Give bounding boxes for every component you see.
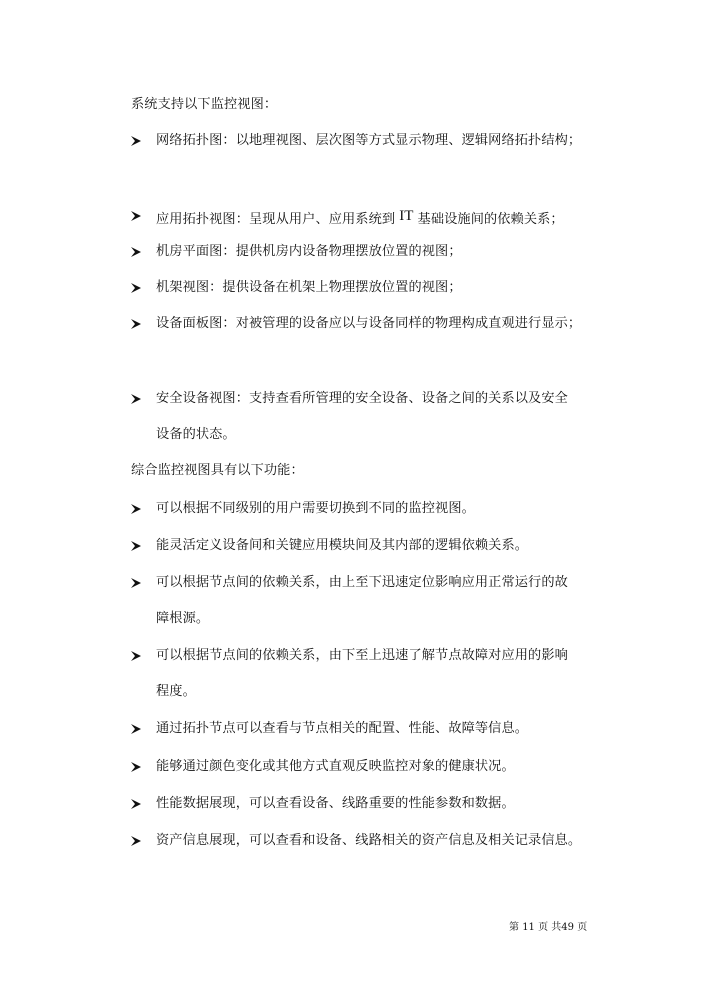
arrow-bullet-icon (130, 210, 142, 222)
list-item-continuation: 障根源。 (156, 611, 210, 626)
footer-label-page: 第 (509, 922, 519, 933)
arrow-bullet-icon (130, 835, 142, 847)
list-item-continuation: 程度。 (156, 684, 196, 699)
arrow-bullet-icon (130, 723, 142, 735)
footer-total-pages: 49 (561, 922, 575, 933)
arrow-bullet-icon (130, 761, 142, 773)
list-item: 能够通过颜色变化或其他方式直观反映监控对象的健康状况。 (156, 759, 515, 774)
list-item (156, 207, 564, 229)
list-item: 安全设备视图：支持查看所管理的安全设备、设备之间的关系以及安全 (156, 391, 568, 406)
list-item-continuation: 设备的状态。 (156, 427, 236, 442)
footer-label-total: 共 (551, 922, 562, 933)
list-item: 机房平面图：提供机房内设备物理摆放位置的视图； (156, 244, 462, 259)
arrow-bullet-icon (130, 318, 142, 330)
list-item: 资产信息展现，可以查看和设备、线路相关的资产信息及相关记录信息。 (156, 833, 582, 848)
arrow-bullet-icon (130, 577, 142, 589)
arrow-bullet-icon (130, 393, 142, 405)
footer-label-total-unit: 页 (577, 922, 588, 933)
arrow-bullet-icon (130, 540, 142, 552)
section2-intro: 综合监控视图具有以下功能： (131, 463, 304, 478)
list-item-text-b: 基础设施间的依赖关系； (417, 212, 564, 227)
list-item-it: IT (399, 208, 414, 224)
arrow-bullet-icon (130, 798, 142, 810)
page-footer (509, 921, 587, 935)
list-item: 性能数据展现，可以查看设备、线路重要的性能参数和数据。 (156, 796, 515, 811)
arrow-bullet-icon (130, 650, 142, 662)
list-item: 可以根据不同级别的用户需要切换到不同的监控视图。 (156, 501, 475, 516)
arrow-bullet-icon (130, 282, 142, 294)
footer-current-page: 11 (522, 922, 535, 933)
footer-label-page-unit: 页 (538, 922, 549, 933)
arrow-bullet-icon (130, 503, 142, 515)
list-item: 可以根据节点间的依赖关系，由上至下迅速定位影响应用正常运行的故 (156, 575, 568, 590)
list-item: 可以根据节点间的依赖关系，由下至上迅速了解节点故障对应用的影响 (156, 648, 568, 663)
list-item: 通过拓扑节点可以查看与节点相关的配置、性能、故障等信息。 (156, 721, 529, 736)
arrow-bullet-icon (130, 135, 142, 147)
section1-intro: 系统支持以下监控视图： (131, 97, 278, 112)
list-item-text-a: 应用拓扑视图：呈现从用户、应用系统到 (156, 212, 396, 227)
arrow-bullet-icon (130, 246, 142, 258)
list-item: 能灵活定义设备间和关键应用模块间及其内部的逻辑依赖关系。 (156, 538, 529, 553)
list-item: 设备面板图：对被管理的设备应以与设备同样的物理构成直观进行显示； (156, 316, 582, 331)
list-item: 机架视图：提供设备在机架上物理摆放位置的视图； (156, 280, 462, 295)
list-item: 网络拓扑图：以地理视图、层次图等方式显示物理、逻辑网络拓扑结构； (156, 133, 582, 148)
